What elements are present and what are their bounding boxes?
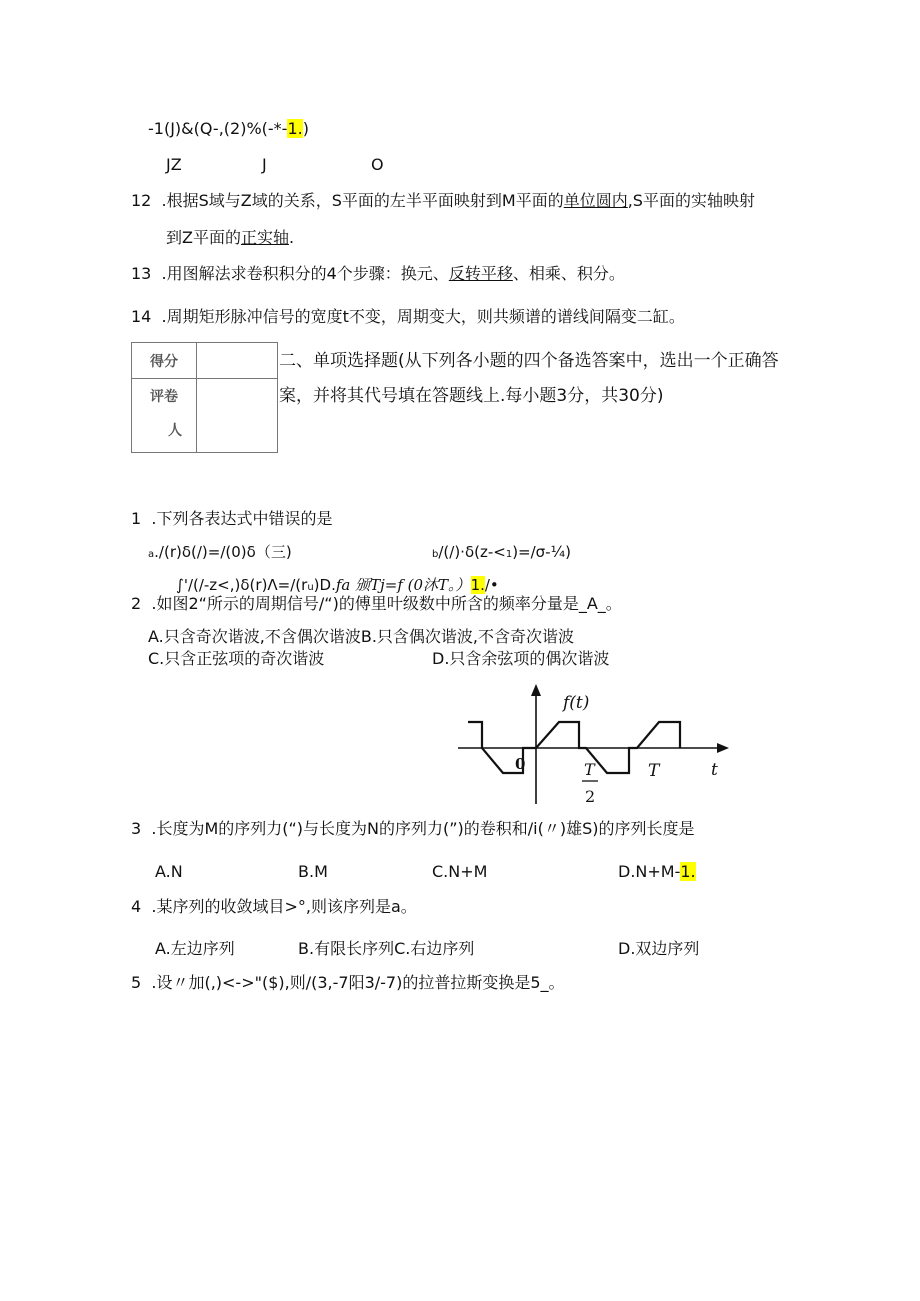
q12-text: .根据S域与Z域的关系，S平面的左半平面映射到M平面的: [161, 191, 564, 210]
top-label-j: J: [262, 155, 267, 174]
grader-label-1: 评卷: [150, 389, 178, 405]
option-c-text: ∫'/(/-z<,)δ(r)Λ=/(r: [176, 576, 308, 594]
q12-text-2: ,S平面的实轴映射: [627, 191, 755, 210]
question-14: [131, 306, 685, 328]
mc1-option-b: [432, 541, 571, 566]
t-axis-arrow: [717, 743, 729, 753]
f-axis-arrow: [531, 684, 541, 696]
q14-text: .周期矩形脉冲信号的宽度t不变，周期变大，则共频谱的谱线间隔变二缸。: [161, 307, 685, 326]
option-text: ./(r)δ(/)=/(0)δ（三): [154, 543, 292, 561]
q12-text-3: 到Z平面的: [166, 228, 241, 247]
mc-question-3: [131, 818, 695, 840]
half-period-denominator: 2: [585, 787, 596, 806]
mc5-stem: .设〃加(,)<->"($),则/(3,-7阳3/-7)的拉普拉斯变换是5_。: [151, 973, 565, 992]
f-label: f(t): [563, 693, 590, 713]
question-12-line2: [166, 227, 294, 249]
q12-text-4: .: [288, 228, 295, 247]
question-number: 14: [131, 307, 152, 326]
section-2-heading-line2: 案，并将其代号填在答题线上.每小题3分，共30分): [279, 386, 664, 406]
score-table: [131, 342, 278, 453]
q12-answer-2: 正实轴: [240, 228, 289, 247]
highlight: 1.: [680, 862, 696, 881]
mc3-option-b: B.M: [298, 862, 328, 881]
highlight: 1.: [470, 576, 485, 594]
option-c-sub: u: [307, 582, 314, 593]
mc2-option-d: D.只含余弦项的偶次谐波: [432, 649, 610, 668]
question-number: 1: [131, 509, 142, 528]
question-13: [131, 263, 625, 285]
t-axis-label: t: [711, 760, 718, 780]
score-label: 得分: [132, 343, 197, 379]
mc4-option-a: A.左边序列: [155, 939, 235, 958]
option-c-end: )D.: [313, 576, 336, 594]
grader-label-2: 人: [168, 423, 182, 439]
mc2-option-c: C.只含正弦项的奇次谐波: [148, 649, 325, 668]
q13-answer: 反转平移: [448, 264, 513, 283]
question-12-line1: [131, 190, 755, 212]
top-formula: [148, 118, 309, 140]
mc1-stem: .下列各表达式中错误的是: [151, 509, 333, 528]
mc2-stem: .如图2“所示的周期信号/“)的傅里叶级数中所含的频率分量是_A_。: [151, 594, 622, 613]
top-label-jz: JZ: [166, 155, 182, 174]
question-number: 3: [131, 819, 142, 838]
period-label: T: [648, 761, 660, 781]
mc4-option-d: D.双边序列: [618, 939, 700, 958]
mc-question-5: [131, 972, 565, 994]
grader-label: [132, 379, 197, 453]
question-number: 12: [131, 191, 152, 210]
mc3-option-d: [618, 861, 696, 883]
option-sub: 1: [505, 549, 513, 560]
option-text: D.N+M-: [618, 862, 681, 881]
mc1-option-a: [148, 541, 292, 566]
question-number: 4: [131, 897, 142, 916]
q12-answer-1: 单位圆内: [563, 191, 628, 210]
grader-cell: [197, 379, 278, 453]
mc-question-4: [131, 896, 417, 918]
periodic-signal-figure: [455, 680, 735, 810]
top-label-o: O: [371, 155, 384, 174]
top-formula-text: -1(J)&(Q-,(2)%(-*-: [148, 119, 288, 138]
option-d-text: fa 颁Tj=f (0沐T。）: [335, 576, 471, 594]
mc-question-2: [131, 593, 622, 615]
mc-question-1: [131, 508, 332, 530]
mc4-stem: .某序列的收敛域目>°,则该序列是a。: [151, 897, 417, 916]
option-text-end: )=/σ-¼): [512, 543, 571, 561]
option-marker: a: [148, 549, 155, 560]
q13-text-2: 、相乘、积分。: [512, 264, 625, 283]
mc4-option-bc: B.有限长序列C.右边序列: [298, 939, 475, 958]
half-period-numerator: T: [584, 760, 595, 779]
question-number: 13: [131, 264, 152, 283]
section-2-heading-line1: 二、单项选择题(从下列各小题的四个备选答案中，选出一个正确答: [279, 351, 779, 371]
mc3-option-a: A.N: [155, 862, 183, 881]
option-d-end: /•: [484, 576, 499, 594]
mc3-stem: .长度为M的序列力(“)与长度为N的序列力(”)的卷积和/i(〃)雄S)的序列长度是: [151, 819, 695, 838]
option-text: /(/)·δ(z-<: [438, 543, 506, 561]
option-marker: b: [432, 549, 439, 560]
origin-label: 0: [515, 755, 526, 773]
q13-text: .用图解法求卷积积分的4个步骤：换元、: [161, 264, 449, 283]
score-cell: [197, 343, 278, 379]
question-number: 5: [131, 973, 142, 992]
top-formula-end: ): [302, 119, 309, 138]
highlight: 1.: [287, 119, 303, 138]
mc3-option-c: C.N+M: [432, 862, 488, 881]
mc2-option-ab: A.只含奇次谐波,不含偶次谐波B.只含偶次谐波,不含奇次谐波: [148, 627, 574, 646]
question-number: 2: [131, 594, 142, 613]
